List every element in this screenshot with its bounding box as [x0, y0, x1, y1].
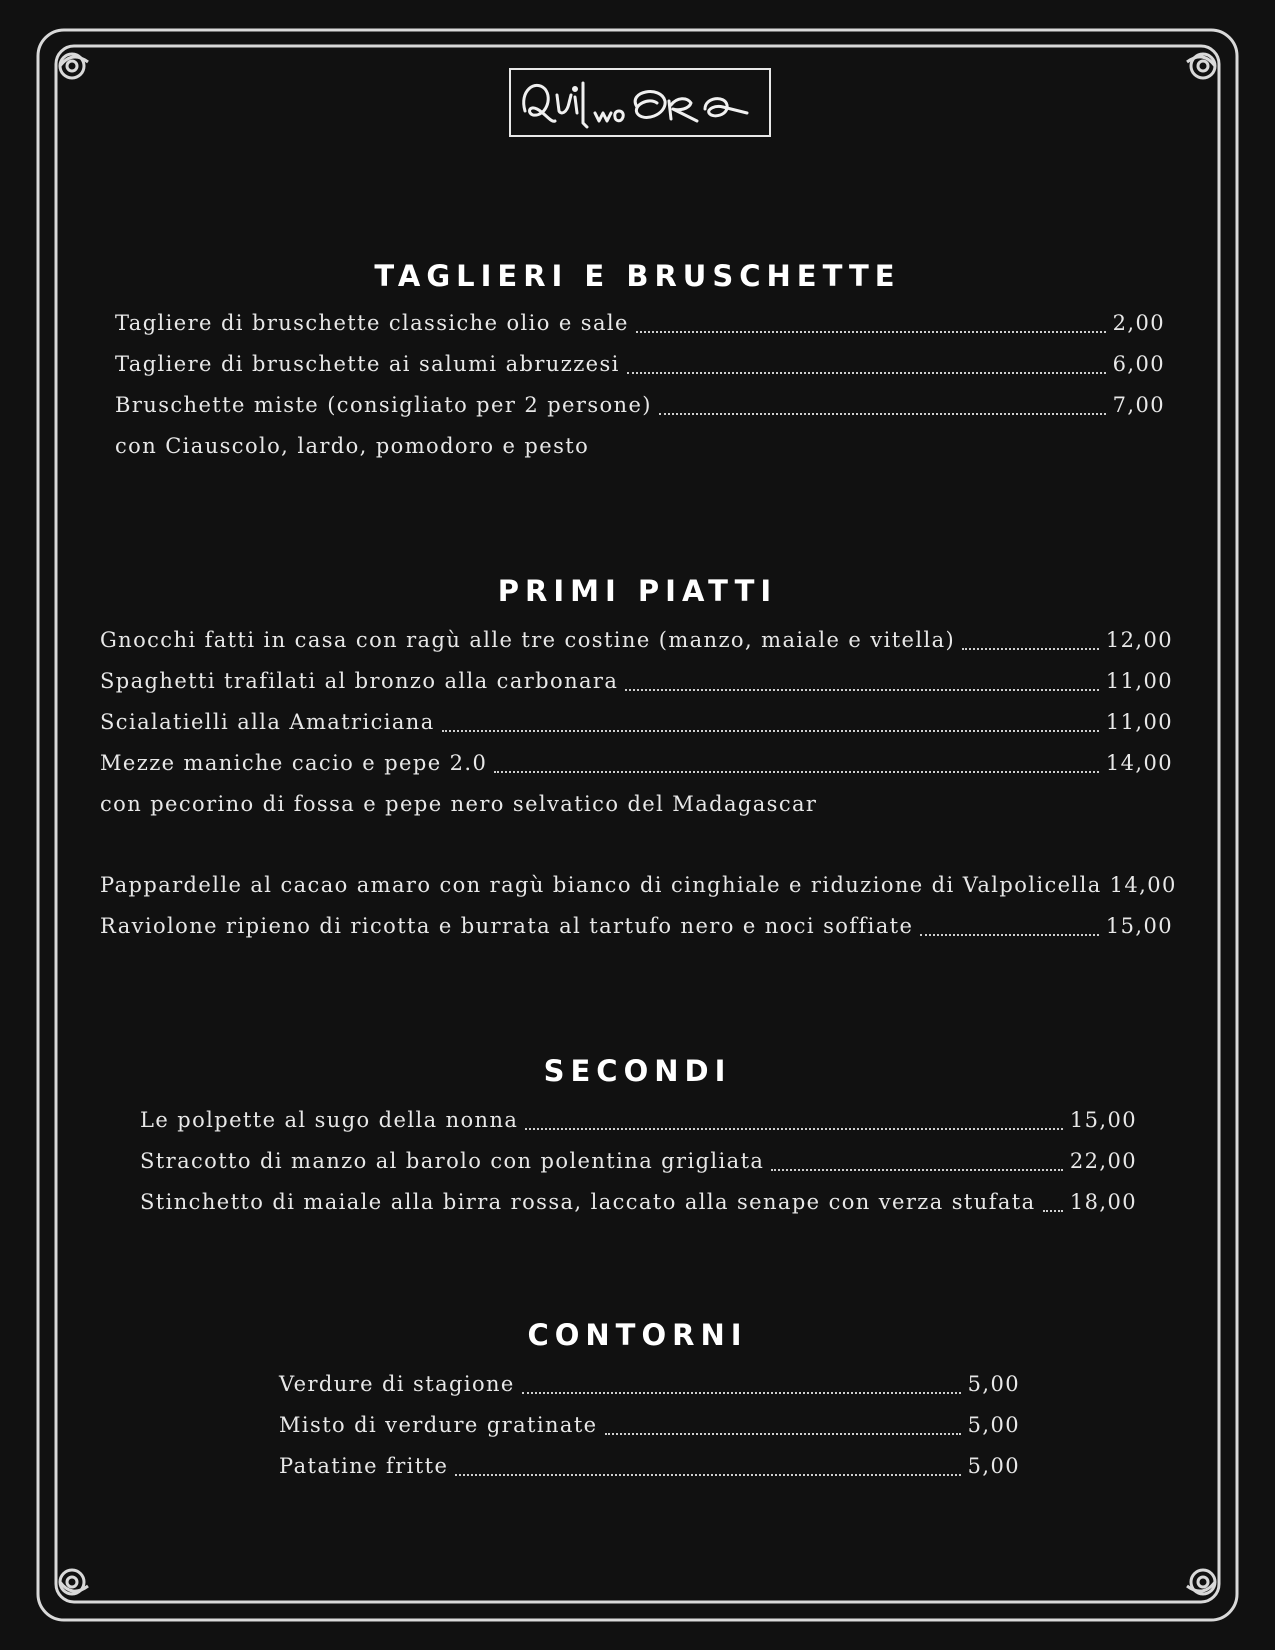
menu-item: [115, 385, 1165, 426]
menu-item: [279, 1364, 1020, 1405]
dot-leader: [605, 1433, 961, 1435]
item-name: Gnocchi fatti in casa con ragù alle tre costine (manzo, maiale e vitella): [100, 628, 956, 652]
item-price: 5,00: [967, 1454, 1020, 1478]
corner-ornament-top-left-icon: [60, 54, 88, 78]
item-note: con Ciauscolo, lardo, pomodoro e pesto: [115, 434, 590, 458]
item-price: 5,00: [967, 1372, 1020, 1396]
item-note: con pecorino di fossa e pepe nero selvatico del Madagascar: [100, 792, 818, 816]
section-title-secondi: SECONDI: [543, 1054, 732, 1088]
item-name: Patatine fritte: [279, 1454, 449, 1478]
dot-leader: [494, 771, 1099, 773]
item-price: 6,00: [1112, 352, 1165, 376]
dot-leader: [1043, 1210, 1063, 1212]
primi-list: [100, 620, 1177, 947]
item-price: 12,00: [1105, 628, 1173, 652]
dot-leader: [636, 331, 1106, 333]
dot-leader: [625, 689, 1099, 691]
dot-leader: [659, 413, 1106, 415]
item-name: Spaghetti trafilati al bronzo alla carbonara: [100, 669, 619, 693]
item-price: 14,00: [1109, 873, 1177, 897]
dot-leader: [920, 934, 1099, 936]
menu-item: [115, 303, 1165, 344]
menu-item: [140, 1100, 1137, 1141]
dot-leader: [522, 1392, 961, 1394]
item-name: Le polpette al sugo della nonna: [140, 1108, 519, 1132]
item-price: 18,00: [1069, 1190, 1137, 1214]
menu-item: [100, 865, 1177, 906]
item-name: Pappardelle al cacao amaro con ragù bianco di cinghiale e riduzione di Valpolicella: [100, 873, 1102, 897]
item-price: 22,00: [1069, 1149, 1137, 1173]
menu-item: [100, 743, 1173, 784]
item-price: 15,00: [1069, 1108, 1137, 1132]
item-name: Raviolone ripieno di ricotta e burrata al tartufo nero e noci soffiate: [100, 914, 914, 938]
item-price: 5,00: [967, 1413, 1020, 1437]
item-name: Misto di verdure gratinate: [279, 1413, 598, 1437]
corner-ornament-bottom-left-icon: [60, 1570, 88, 1594]
section-title-primi: PRIMI PIATTI: [497, 574, 778, 608]
menu-item: [100, 620, 1173, 661]
dot-leader: [442, 730, 1099, 732]
taglieri-list: [115, 303, 1165, 467]
dot-leader: [627, 372, 1106, 374]
menu-item: [279, 1405, 1020, 1446]
menu-item: [279, 1446, 1020, 1487]
item-price: 11,00: [1105, 669, 1173, 693]
corner-ornament-bottom-right-icon: [1187, 1570, 1215, 1594]
dot-leader: [771, 1169, 1063, 1171]
item-price: 14,00: [1105, 751, 1173, 775]
corner-ornament-top-right-icon: [1187, 54, 1215, 78]
dot-leader: [525, 1128, 1063, 1130]
dot-leader: [455, 1474, 960, 1476]
spacer: [100, 825, 1173, 865]
menu-item: [100, 702, 1173, 743]
menu-item: [140, 1141, 1137, 1182]
item-name: Tagliere di bruschette ai salumi abruzzesi: [115, 352, 620, 376]
secondi-list: [140, 1100, 1137, 1223]
menu-item: [140, 1182, 1137, 1223]
menu-item: [100, 661, 1173, 702]
item-name: Verdure di stagione: [279, 1372, 515, 1396]
item-name: Bruschette miste (consigliato per 2 persone): [115, 393, 652, 417]
logo-wordmark-icon: [515, 73, 765, 133]
dot-leader: [962, 648, 1099, 650]
restaurant-logo: [509, 68, 771, 137]
menu-item: [115, 344, 1165, 385]
section-title-taglieri: TAGLIERI E BRUSCHETTE: [374, 259, 901, 293]
item-name: Stinchetto di maiale alla birra rossa, laccato alla senape con verza stufata: [140, 1190, 1036, 1214]
item-name: Tagliere di bruschette classiche olio e sale: [115, 311, 629, 335]
item-name: Stracotto di manzo al barolo con polentina grigliata: [140, 1149, 765, 1173]
item-price: 7,00: [1112, 393, 1165, 417]
section-title-contorni: CONTORNI: [527, 1318, 748, 1352]
item-name: Scialatielli alla Amatriciana: [100, 710, 435, 734]
item-price: 15,00: [1105, 914, 1173, 938]
item-price: 2,00: [1112, 311, 1165, 335]
menu-item: [100, 906, 1173, 947]
item-price: 11,00: [1105, 710, 1173, 734]
contorni-list: [279, 1364, 1020, 1487]
item-name: Mezze maniche cacio e pepe 2.0: [100, 751, 488, 775]
